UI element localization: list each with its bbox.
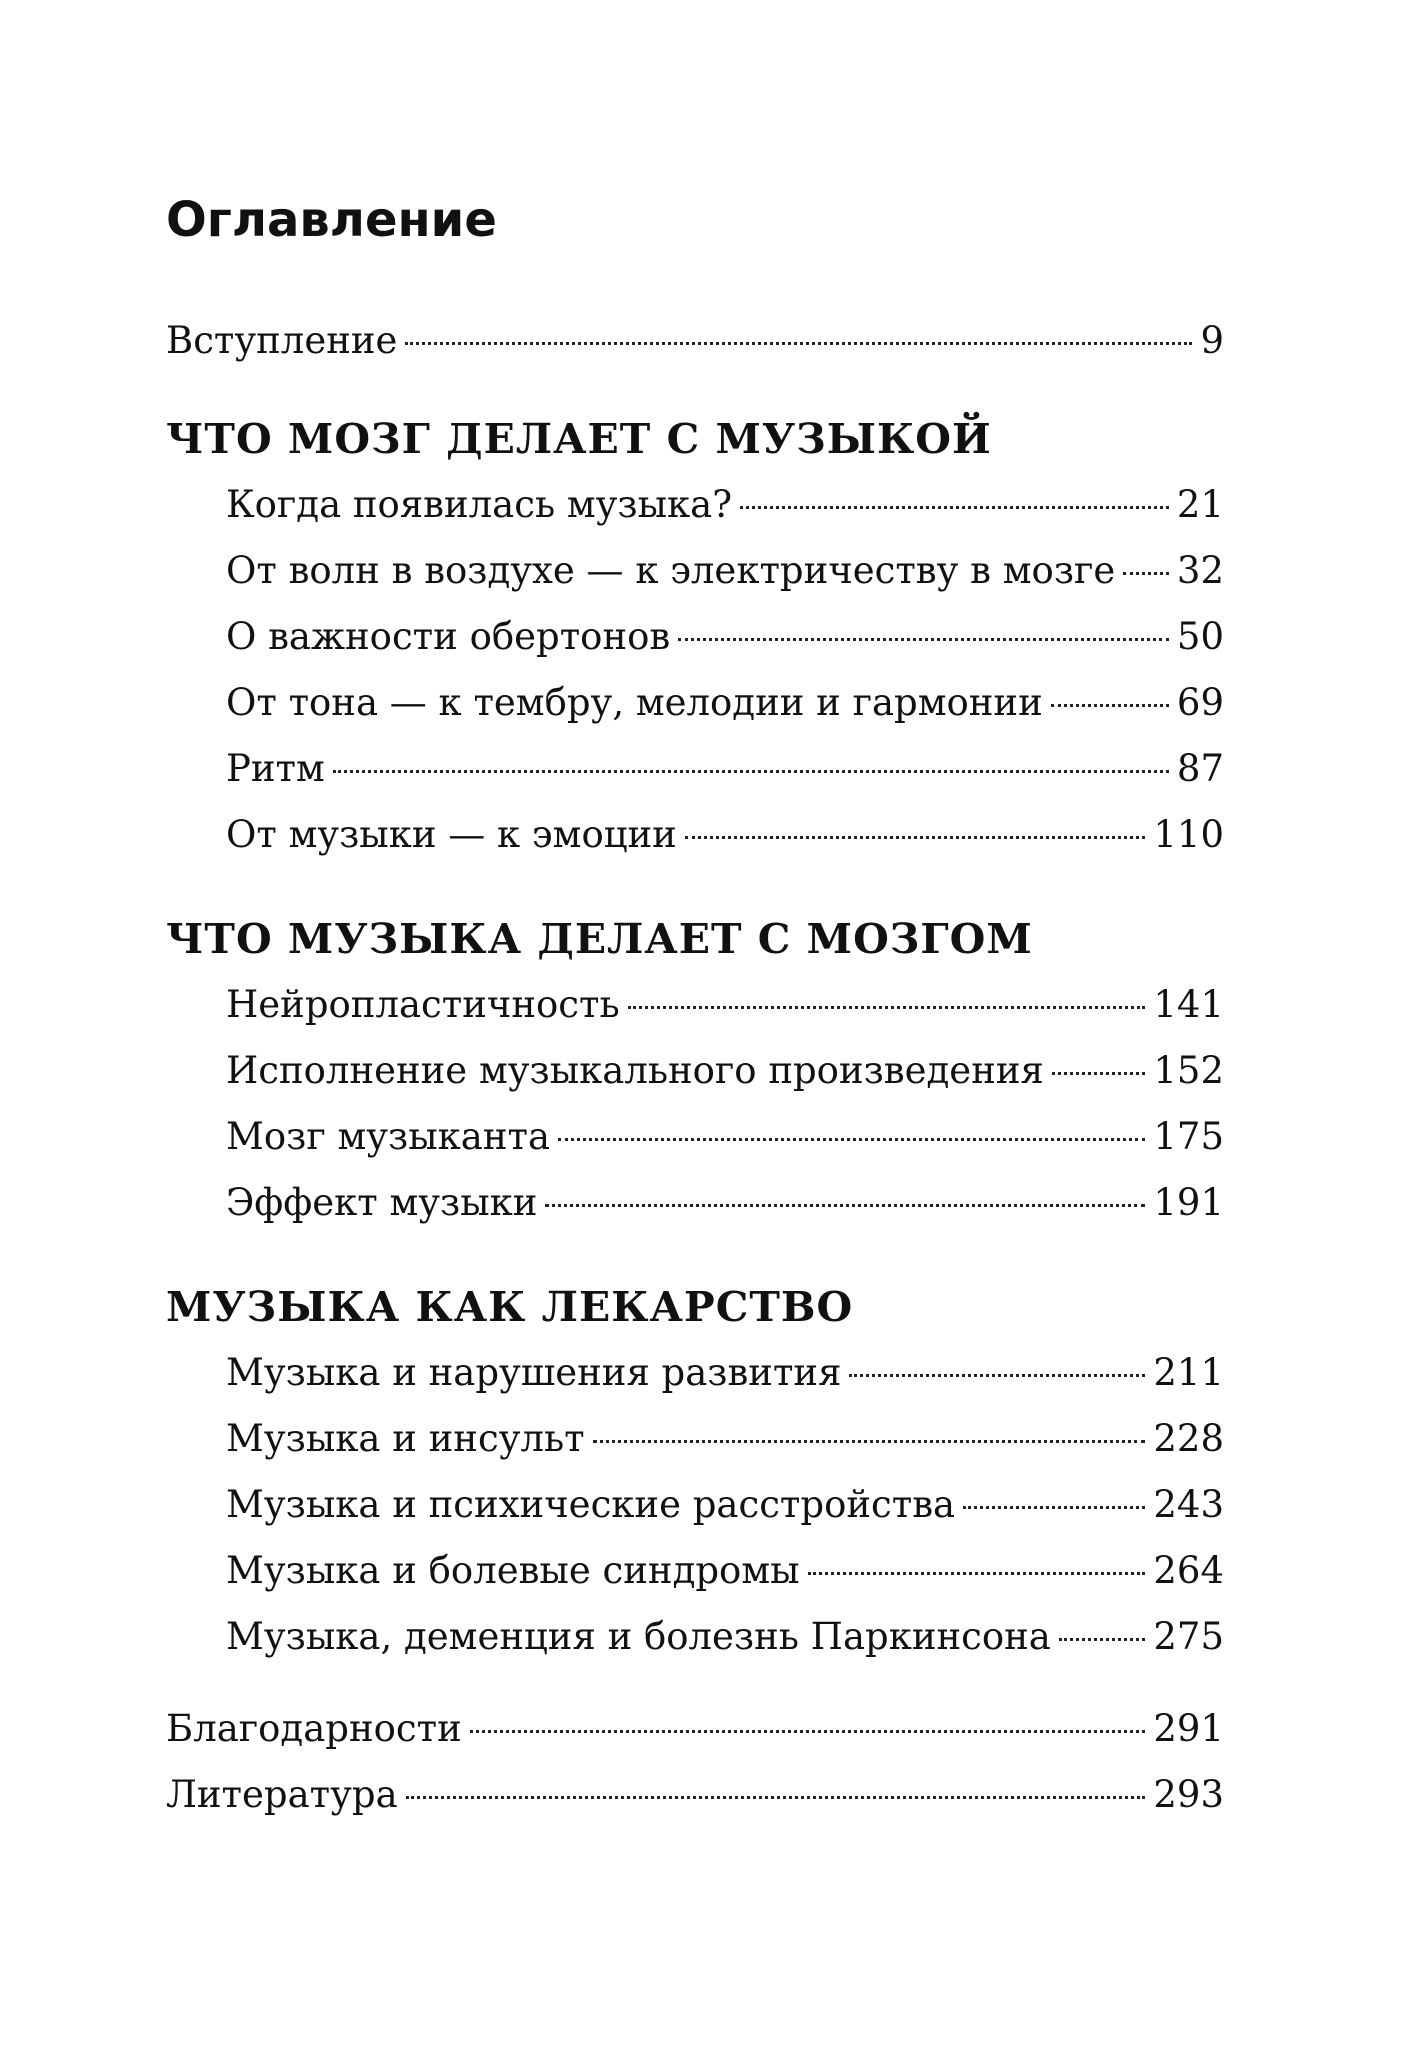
dot-leader (470, 1730, 1146, 1733)
part-heading: ЧТО МОЗГ ДЕЛАЕТ С МУЗЫКОЙ (166, 415, 992, 463)
toc-entry[interactable] (166, 1170, 1224, 1236)
toc-entry-label: Мозг музыканта (226, 1115, 551, 1158)
toc-entry-page: 141 (1153, 983, 1224, 1026)
dot-leader (1059, 1638, 1146, 1641)
toc-entry[interactable] (166, 1604, 1224, 1670)
toc-entry-literature[interactable] (166, 1762, 1224, 1828)
dot-leader (628, 1006, 1146, 1009)
toc-entry-label: От волн в воздухе — к электричеству в мозге (226, 549, 1116, 592)
toc-entry[interactable] (166, 1104, 1224, 1170)
toc-entry-label: Когда появилась музыка? (226, 483, 733, 526)
toc-entry[interactable] (166, 670, 1224, 736)
closing-block (166, 1696, 1224, 1828)
dot-leader (406, 1796, 1146, 1799)
dot-leader (849, 1374, 1145, 1377)
toc-entry-label: Музыка, деменция и болезнь Паркинсона (226, 1615, 1051, 1658)
toc-entry-label: Музыка и психические расстройства (226, 1483, 956, 1526)
part-heading: МУЗЫКА КАК ЛЕКАРСТВО (166, 1283, 854, 1331)
toc-entry[interactable] (166, 604, 1224, 670)
toc-entry-page: 87 (1176, 747, 1224, 790)
dot-leader (1052, 1072, 1146, 1075)
part-3 (166, 1274, 1224, 1670)
toc-entry-page: 191 (1153, 1181, 1224, 1224)
toc-entry-page: 32 (1176, 549, 1224, 592)
dot-leader (405, 342, 1192, 345)
toc-entry-label: От тона — к тембру, мелодии и гармонии (226, 681, 1043, 724)
dot-leader (1123, 572, 1169, 575)
toc-entry-page: 50 (1176, 615, 1224, 658)
toc-entry[interactable] (166, 1340, 1224, 1406)
toc-entry-label: Музыка и инсульт (226, 1417, 585, 1460)
toc-entry[interactable] (166, 1038, 1224, 1104)
toc-entry-label: Музыка и нарушения развития (226, 1351, 842, 1394)
dot-leader (963, 1506, 1145, 1509)
toc-entry-label: Литература (166, 1773, 398, 1816)
dot-leader (678, 638, 1169, 641)
toc-entry[interactable] (166, 736, 1224, 802)
toc-entry-page: 228 (1153, 1417, 1224, 1460)
page-title: Оглавление (166, 192, 497, 248)
dot-leader (558, 1138, 1145, 1141)
part-heading: ЧТО МУЗЫКА ДЕЛАЕТ С МОЗГОМ (166, 915, 1033, 963)
toc-entry-label: Ритм (226, 747, 325, 790)
toc-entry-page: 110 (1153, 813, 1224, 856)
toc-entry-page: 275 (1153, 1615, 1224, 1658)
toc-entry-page: 152 (1153, 1049, 1224, 1092)
toc-entry[interactable] (166, 538, 1224, 604)
dot-leader (685, 836, 1146, 839)
dot-leader (545, 1204, 1145, 1207)
toc-entry-page: 293 (1153, 1773, 1224, 1816)
toc-entry-label: Исполнение музыкального произведения (226, 1049, 1044, 1092)
toc-entry-page: 21 (1176, 483, 1224, 526)
dot-leader (333, 770, 1169, 773)
part-1 (166, 406, 1224, 868)
dot-leader (1051, 704, 1169, 707)
toc-entry[interactable] (166, 1472, 1224, 1538)
toc-entry-acknowledgements[interactable] (166, 1696, 1224, 1762)
toc-entry[interactable] (166, 802, 1224, 868)
toc-entry-label: О важности обертонов (226, 615, 671, 658)
intro-block (166, 308, 1224, 374)
dot-leader (808, 1572, 1146, 1575)
toc-entry-page: 9 (1200, 319, 1224, 362)
toc-entry-intro[interactable] (166, 308, 1224, 374)
toc-entry[interactable] (166, 972, 1224, 1038)
toc-entry-label: Благодарности (166, 1707, 462, 1750)
toc-entry-page: 211 (1153, 1351, 1224, 1394)
toc-entry-label: Эффект музыки (226, 1181, 538, 1224)
part-2 (166, 906, 1224, 1236)
toc-entry[interactable] (166, 1406, 1224, 1472)
dot-leader (740, 506, 1169, 509)
toc-entry-page: 243 (1153, 1483, 1224, 1526)
dot-leader (593, 1440, 1146, 1443)
toc-entry-page: 69 (1176, 681, 1224, 724)
toc-entry-label: Нейропластичность (226, 983, 620, 1026)
toc-entry[interactable] (166, 472, 1224, 538)
toc-entry-label: Музыка и болевые синдромы (226, 1549, 800, 1592)
toc-entry[interactable] (166, 1538, 1224, 1604)
toc-entry-label: От музыки — к эмоции (226, 813, 677, 856)
toc-entry-page: 264 (1153, 1549, 1224, 1592)
toc-entry-label: Вступление (166, 319, 398, 362)
toc-entry-page: 175 (1153, 1115, 1224, 1158)
toc-entry-page: 291 (1153, 1707, 1224, 1750)
